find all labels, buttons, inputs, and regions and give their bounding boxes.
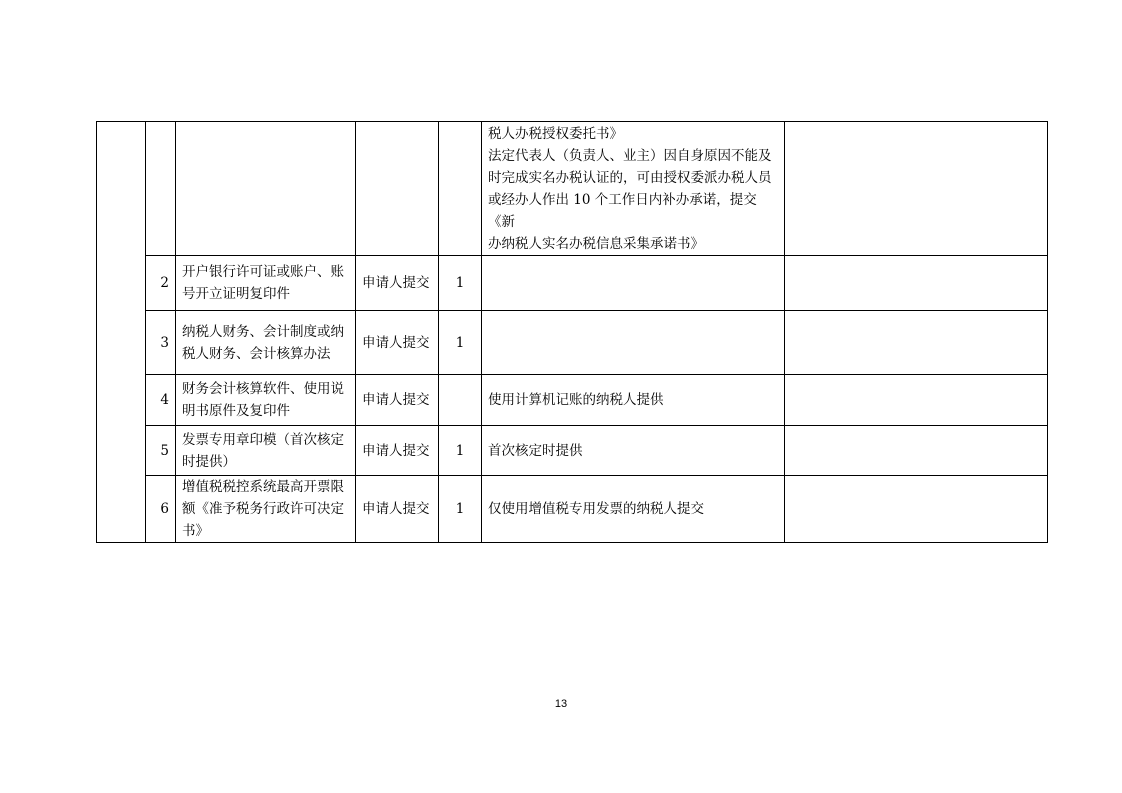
cell-qty: 1 [439, 311, 482, 375]
table-row [97, 256, 1048, 311]
cell-qty: 1 [439, 256, 482, 311]
table-row [97, 375, 1048, 426]
table-row [97, 426, 1048, 476]
cell-num [146, 122, 176, 256]
cell-note: 仅使用增值税专用发票的纳税人提交 [482, 476, 785, 543]
cell-extra [785, 476, 1048, 543]
cell-num: 4 [146, 375, 176, 426]
merged-blank-cell [97, 122, 146, 543]
cell-note [482, 311, 785, 375]
cell-source: 申请人提交 [356, 256, 439, 311]
cell-num: 2 [146, 256, 176, 311]
cell-qty: 1 [439, 426, 482, 476]
note-line: 办纳税人实名办税信息采集承诺书》 [488, 236, 704, 252]
page-number: 13 [554, 698, 568, 710]
cell-source: 申请人提交 [356, 476, 439, 543]
cell-source: 申请人提交 [356, 311, 439, 375]
cell-extra [785, 311, 1048, 375]
cell-note [482, 256, 785, 311]
table-row [97, 311, 1048, 375]
note-line: 时完成实名办税认证的，可由授权委派办税人员 [488, 170, 772, 186]
cell-source: 申请人提交 [356, 426, 439, 476]
cell-name: 纳税人财务、会计制度或纳税人财务、会计核算办法 [176, 311, 356, 375]
cell-source: 申请人提交 [356, 375, 439, 426]
cell-name: 增值税税控系统最高开票限额《准予税务行政许可决定书》 [176, 476, 356, 543]
table-row [97, 476, 1048, 543]
cell-extra [785, 122, 1048, 256]
cell-note: 使用计算机记账的纳税人提供 [482, 375, 785, 426]
cell-extra [785, 426, 1048, 476]
cell-qty: 1 [439, 476, 482, 543]
cell-note [482, 122, 785, 256]
cell-extra [785, 375, 1048, 426]
cell-num: 6 [146, 476, 176, 543]
note-line: 或经办人作出 10 个工作日内补办承诺，提交《新 [488, 192, 757, 230]
cell-name: 开户银行许可证或账户、账号开立证明复印件 [176, 256, 356, 311]
cell-qty [439, 375, 482, 426]
cell-name: 财务会计核算软件、使用说明书原件及复印件 [176, 375, 356, 426]
cell-source [356, 122, 439, 256]
cell-note: 首次核定时提供 [482, 426, 785, 476]
cell-qty [439, 122, 482, 256]
note-line: 税人办税授权委托书》 [488, 126, 623, 142]
table-row-continued [97, 122, 1048, 256]
cell-name: 发票专用章印模（首次核定时提供） [176, 426, 356, 476]
cell-num: 5 [146, 426, 176, 476]
cell-num: 3 [146, 311, 176, 375]
materials-table [96, 121, 1048, 543]
cell-name [176, 122, 356, 256]
note-line: 法定代表人（负责人、业主）因自身原因不能及 [488, 148, 772, 164]
cell-extra [785, 256, 1048, 311]
